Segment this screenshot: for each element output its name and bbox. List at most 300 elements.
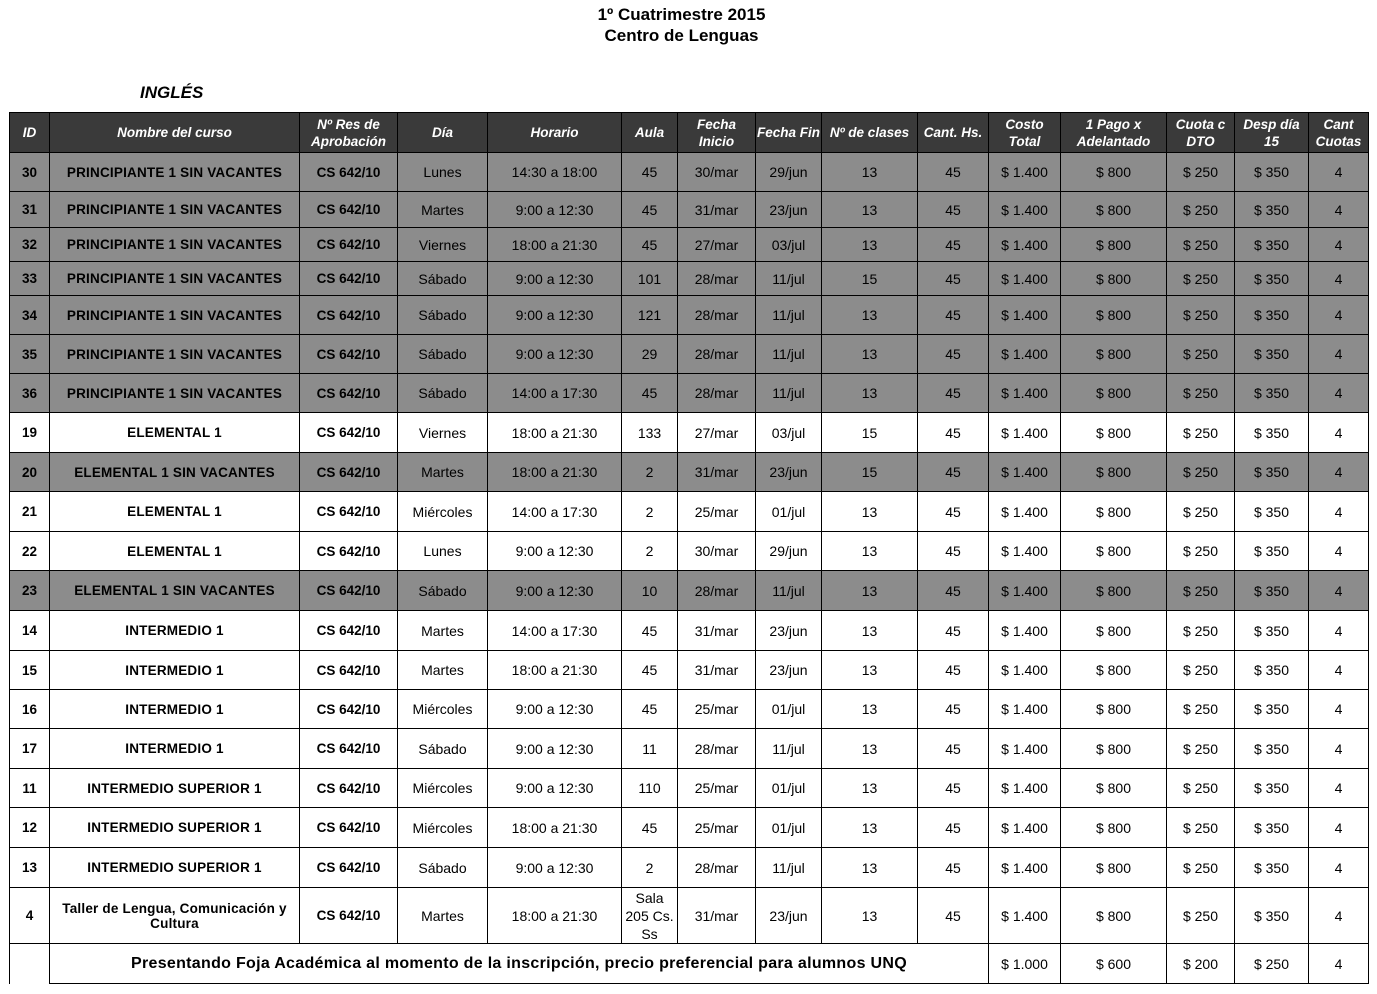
- cell-inicio: 28/mar: [678, 335, 756, 374]
- cell-clases: 13: [822, 611, 918, 651]
- cell-nombre: ELEMENTAL 1 SIN VACANTES: [50, 453, 300, 492]
- cell-cuota: $ 250: [1167, 228, 1235, 262]
- cell-cuotas: 4: [1309, 453, 1369, 492]
- cell-res: CS 642/10: [300, 571, 398, 611]
- cell-hs: 45: [918, 192, 989, 228]
- cell-cuota: $ 250: [1167, 453, 1235, 492]
- footer-cell-cuotas: 4: [1309, 944, 1369, 984]
- cell-res: CS 642/10: [300, 374, 398, 413]
- cell-nombre: PRINCIPIANTE 1 SIN VACANTES: [50, 335, 300, 374]
- cell-nombre: INTERMEDIO SUPERIOR 1: [50, 808, 300, 848]
- cell-clases: 13: [822, 808, 918, 848]
- table-body: [10, 153, 1369, 984]
- cell-horario: 9:00 a 12:30: [488, 769, 622, 808]
- cell-clases: 15: [822, 453, 918, 492]
- cell-fin: 01/jul: [756, 690, 822, 729]
- cell-hs: 45: [918, 453, 989, 492]
- cell-id: 32: [10, 228, 50, 262]
- cell-aula: 2: [622, 492, 678, 532]
- cell-nombre: INTERMEDIO 1: [50, 611, 300, 651]
- cell-nombre: INTERMEDIO 1: [50, 651, 300, 690]
- cell-horario: 9:00 a 12:30: [488, 192, 622, 228]
- table-header-row: [10, 113, 1369, 153]
- cell-cuota: $ 250: [1167, 888, 1235, 944]
- cell-hs: 45: [918, 374, 989, 413]
- cell-aula: 45: [622, 153, 678, 192]
- cell-costo: $ 1.400: [989, 690, 1061, 729]
- column-header: Nº de clases: [822, 113, 918, 153]
- cell-res: CS 642/10: [300, 611, 398, 651]
- cell-dia: Sábado: [398, 729, 488, 769]
- cell-cuotas: 4: [1309, 808, 1369, 848]
- cell-dia: Martes: [398, 192, 488, 228]
- cell-id: 16: [10, 690, 50, 729]
- cell-dia: Martes: [398, 888, 488, 944]
- cell-id: 34: [10, 296, 50, 335]
- cell-cuotas: 4: [1309, 651, 1369, 690]
- cell-cuotas: 4: [1309, 374, 1369, 413]
- footer-note: Presentando Foja Académica al momento de la inscripción, precio preferencial para alumnos UNQ: [50, 944, 989, 984]
- cell-dia: Miércoles: [398, 769, 488, 808]
- cell-nombre: PRINCIPIANTE 1 SIN VACANTES: [50, 153, 300, 192]
- cell-cuotas: 4: [1309, 192, 1369, 228]
- cell-inicio: 28/mar: [678, 848, 756, 888]
- cell-hs: 45: [918, 729, 989, 769]
- cell-cuotas: 4: [1309, 262, 1369, 296]
- cell-dia: Viernes: [398, 413, 488, 453]
- cell-aula: Sala 205 Cs. Ss: [622, 888, 678, 944]
- cell-pago: $ 800: [1061, 192, 1167, 228]
- cell-costo: $ 1.400: [989, 532, 1061, 571]
- column-header: Costo Total: [989, 113, 1061, 153]
- footer-blank-cell: [10, 944, 50, 984]
- cell-nombre: INTERMEDIO SUPERIOR 1: [50, 848, 300, 888]
- column-header: Nombre del curso: [50, 113, 300, 153]
- cell-dia: Viernes: [398, 228, 488, 262]
- cell-hs: 45: [918, 228, 989, 262]
- cell-horario: 9:00 a 12:30: [488, 532, 622, 571]
- cell-cuotas: 4: [1309, 888, 1369, 944]
- table-row: [10, 808, 1369, 848]
- cell-pago: $ 800: [1061, 808, 1167, 848]
- cell-clases: 13: [822, 153, 918, 192]
- cell-clases: 13: [822, 690, 918, 729]
- document-title: 1º Cuatrimestre 2015: [597, 5, 766, 24]
- cell-nombre: ELEMENTAL 1 SIN VACANTES: [50, 571, 300, 611]
- cell-res: CS 642/10: [300, 729, 398, 769]
- footer-row: [10, 944, 1369, 984]
- cell-nombre: INTERMEDIO 1: [50, 729, 300, 769]
- cell-id: 12: [10, 808, 50, 848]
- cell-res: CS 642/10: [300, 335, 398, 374]
- cell-desp: $ 350: [1235, 571, 1309, 611]
- column-header: Cuota c DTO: [1167, 113, 1235, 153]
- cell-fin: 23/jun: [756, 651, 822, 690]
- cell-horario: 18:00 a 21:30: [488, 651, 622, 690]
- cell-inicio: 31/mar: [678, 192, 756, 228]
- cell-desp: $ 350: [1235, 413, 1309, 453]
- table-row: [10, 374, 1369, 413]
- cell-id: 19: [10, 413, 50, 453]
- cell-pago: $ 800: [1061, 611, 1167, 651]
- cell-horario: 9:00 a 12:30: [488, 262, 622, 296]
- cell-inicio: 30/mar: [678, 153, 756, 192]
- cell-aula: 121: [622, 296, 678, 335]
- cell-cuotas: 4: [1309, 413, 1369, 453]
- column-header: Horario: [488, 113, 622, 153]
- cell-inicio: 31/mar: [678, 888, 756, 944]
- cell-horario: 14:00 a 17:30: [488, 374, 622, 413]
- cell-cuota: $ 250: [1167, 296, 1235, 335]
- cell-dia: Sábado: [398, 848, 488, 888]
- cell-fin: 01/jul: [756, 808, 822, 848]
- cell-pago: $ 800: [1061, 262, 1167, 296]
- cell-hs: 45: [918, 335, 989, 374]
- cell-aula: 2: [622, 532, 678, 571]
- cell-cuotas: 4: [1309, 492, 1369, 532]
- cell-costo: $ 1.400: [989, 651, 1061, 690]
- cell-id: 35: [10, 335, 50, 374]
- cell-horario: 9:00 a 12:30: [488, 296, 622, 335]
- cell-inicio: 28/mar: [678, 374, 756, 413]
- cell-dia: Martes: [398, 453, 488, 492]
- cell-dia: Lunes: [398, 532, 488, 571]
- cell-nombre: PRINCIPIANTE 1 SIN VACANTES: [50, 262, 300, 296]
- cell-pago: $ 800: [1061, 848, 1167, 888]
- cell-cuotas: 4: [1309, 335, 1369, 374]
- column-header: 1 Pago x Adelantado: [1061, 113, 1167, 153]
- cell-nombre: ELEMENTAL 1: [50, 492, 300, 532]
- column-header: Día: [398, 113, 488, 153]
- cell-aula: 10: [622, 571, 678, 611]
- cell-pago: $ 800: [1061, 651, 1167, 690]
- cell-desp: $ 350: [1235, 228, 1309, 262]
- table-row: [10, 690, 1369, 729]
- cell-aula: 45: [622, 690, 678, 729]
- cell-nombre: PRINCIPIANTE 1 SIN VACANTES: [50, 296, 300, 335]
- cell-aula: 133: [622, 413, 678, 453]
- cell-id: 30: [10, 153, 50, 192]
- cell-fin: 23/jun: [756, 192, 822, 228]
- cell-inicio: 28/mar: [678, 262, 756, 296]
- cell-pago: $ 800: [1061, 374, 1167, 413]
- cell-desp: $ 350: [1235, 532, 1309, 571]
- cell-costo: $ 1.400: [989, 413, 1061, 453]
- cell-aula: 2: [622, 848, 678, 888]
- cell-inicio: 25/mar: [678, 690, 756, 729]
- cell-dia: Martes: [398, 651, 488, 690]
- cell-fin: 23/jun: [756, 453, 822, 492]
- cell-aula: 11: [622, 729, 678, 769]
- cell-costo: $ 1.400: [989, 335, 1061, 374]
- cell-costo: $ 1.400: [989, 611, 1061, 651]
- cell-dia: Lunes: [398, 153, 488, 192]
- cell-nombre: ELEMENTAL 1: [50, 532, 300, 571]
- table-row: [10, 228, 1369, 262]
- cell-horario: 18:00 a 21:30: [488, 453, 622, 492]
- cell-inicio: 27/mar: [678, 228, 756, 262]
- cell-res: CS 642/10: [300, 651, 398, 690]
- cell-hs: 45: [918, 532, 989, 571]
- cell-res: CS 642/10: [300, 532, 398, 571]
- cell-cuotas: 4: [1309, 729, 1369, 769]
- cell-clases: 15: [822, 413, 918, 453]
- cell-dia: Sábado: [398, 296, 488, 335]
- cell-nombre: INTERMEDIO SUPERIOR 1: [50, 769, 300, 808]
- cell-res: CS 642/10: [300, 848, 398, 888]
- footer-cell-costo: $ 1.000: [989, 944, 1061, 984]
- cell-desp: $ 350: [1235, 651, 1309, 690]
- table-row: [10, 729, 1369, 769]
- cell-res: CS 642/10: [300, 228, 398, 262]
- cell-horario: 9:00 a 12:30: [488, 571, 622, 611]
- cell-res: CS 642/10: [300, 769, 398, 808]
- course-table: [9, 112, 1369, 984]
- cell-pago: $ 800: [1061, 769, 1167, 808]
- cell-desp: $ 350: [1235, 335, 1309, 374]
- table-row: [10, 296, 1369, 335]
- cell-horario: 9:00 a 12:30: [488, 729, 622, 769]
- column-header: Cant. Hs.: [918, 113, 989, 153]
- cell-clases: 13: [822, 228, 918, 262]
- cell-res: CS 642/10: [300, 262, 398, 296]
- table-row: [10, 651, 1369, 690]
- cell-pago: $ 800: [1061, 729, 1167, 769]
- cell-desp: $ 350: [1235, 262, 1309, 296]
- cell-cuotas: 4: [1309, 228, 1369, 262]
- cell-pago: $ 800: [1061, 571, 1167, 611]
- cell-desp: $ 350: [1235, 192, 1309, 228]
- cell-desp: $ 350: [1235, 729, 1309, 769]
- cell-desp: $ 350: [1235, 769, 1309, 808]
- footer-cell-desp: $ 250: [1235, 944, 1309, 984]
- cell-fin: 11/jul: [756, 296, 822, 335]
- cell-aula: 29: [622, 335, 678, 374]
- cell-fin: 11/jul: [756, 848, 822, 888]
- cell-nombre: PRINCIPIANTE 1 SIN VACANTES: [50, 192, 300, 228]
- cell-id: 31: [10, 192, 50, 228]
- column-header: Aula: [622, 113, 678, 153]
- cell-nombre: ELEMENTAL 1: [50, 413, 300, 453]
- cell-nombre: PRINCIPIANTE 1 SIN VACANTES: [50, 374, 300, 413]
- cell-clases: 13: [822, 571, 918, 611]
- cell-cuota: $ 250: [1167, 413, 1235, 453]
- cell-costo: $ 1.400: [989, 296, 1061, 335]
- cell-horario: 14:30 a 18:00: [488, 153, 622, 192]
- column-header: ID: [10, 113, 50, 153]
- cell-pago: $ 800: [1061, 492, 1167, 532]
- table-row: [10, 413, 1369, 453]
- cell-hs: 45: [918, 492, 989, 532]
- cell-desp: $ 350: [1235, 374, 1309, 413]
- cell-inicio: 28/mar: [678, 296, 756, 335]
- cell-nombre: INTERMEDIO 1: [50, 690, 300, 729]
- column-header: Fecha Inicio: [678, 113, 756, 153]
- cell-clases: 13: [822, 769, 918, 808]
- cell-cuota: $ 250: [1167, 808, 1235, 848]
- cell-horario: 9:00 a 12:30: [488, 335, 622, 374]
- cell-inicio: 31/mar: [678, 611, 756, 651]
- column-header: Nº Res de Aprobación: [300, 113, 398, 153]
- cell-pago: $ 800: [1061, 532, 1167, 571]
- cell-inicio: 25/mar: [678, 808, 756, 848]
- cell-hs: 45: [918, 808, 989, 848]
- cell-clases: 13: [822, 532, 918, 571]
- cell-id: 11: [10, 769, 50, 808]
- table-row: [10, 769, 1369, 808]
- cell-aula: 45: [622, 192, 678, 228]
- cell-pago: $ 800: [1061, 888, 1167, 944]
- cell-inicio: 30/mar: [678, 532, 756, 571]
- cell-nombre: PRINCIPIANTE 1 SIN VACANTES: [50, 228, 300, 262]
- cell-hs: 45: [918, 651, 989, 690]
- cell-costo: $ 1.400: [989, 888, 1061, 944]
- cell-costo: $ 1.400: [989, 228, 1061, 262]
- table-row: [10, 611, 1369, 651]
- cell-pago: $ 800: [1061, 690, 1167, 729]
- cell-costo: $ 1.400: [989, 453, 1061, 492]
- cell-desp: $ 350: [1235, 690, 1309, 729]
- table-row: [10, 888, 1369, 944]
- cell-res: CS 642/10: [300, 153, 398, 192]
- cell-horario: 18:00 a 21:30: [488, 228, 622, 262]
- cell-horario: 18:00 a 21:30: [488, 413, 622, 453]
- cell-fin: 03/jul: [756, 413, 822, 453]
- cell-id: 33: [10, 262, 50, 296]
- cell-hs: 45: [918, 769, 989, 808]
- cell-cuota: $ 250: [1167, 374, 1235, 413]
- cell-pago: $ 800: [1061, 153, 1167, 192]
- cell-hs: 45: [918, 690, 989, 729]
- cell-id: 21: [10, 492, 50, 532]
- cell-fin: 11/jul: [756, 571, 822, 611]
- cell-pago: $ 800: [1061, 296, 1167, 335]
- cell-dia: Sábado: [398, 262, 488, 296]
- cell-hs: 45: [918, 611, 989, 651]
- cell-clases: 13: [822, 848, 918, 888]
- cell-res: CS 642/10: [300, 192, 398, 228]
- cell-hs: 45: [918, 296, 989, 335]
- cell-costo: $ 1.400: [989, 848, 1061, 888]
- cell-horario: 14:00 a 17:30: [488, 492, 622, 532]
- cell-fin: 01/jul: [756, 492, 822, 532]
- cell-desp: $ 350: [1235, 296, 1309, 335]
- cell-inicio: 27/mar: [678, 413, 756, 453]
- cell-horario: 9:00 a 12:30: [488, 848, 622, 888]
- cell-desp: $ 350: [1235, 611, 1309, 651]
- cell-cuota: $ 250: [1167, 571, 1235, 611]
- cell-clases: 13: [822, 729, 918, 769]
- cell-costo: $ 1.400: [989, 262, 1061, 296]
- cell-costo: $ 1.400: [989, 492, 1061, 532]
- cell-fin: 11/jul: [756, 335, 822, 374]
- cell-id: 36: [10, 374, 50, 413]
- cell-costo: $ 1.400: [989, 769, 1061, 808]
- table-row: [10, 153, 1369, 192]
- column-header: Desp día 15: [1235, 113, 1309, 153]
- cell-costo: $ 1.400: [989, 153, 1061, 192]
- cell-horario: 14:00 a 17:30: [488, 611, 622, 651]
- cell-cuota: $ 250: [1167, 492, 1235, 532]
- cell-aula: 45: [622, 228, 678, 262]
- cell-cuotas: 4: [1309, 611, 1369, 651]
- column-header: Fecha Fin: [756, 113, 822, 153]
- cell-dia: Miércoles: [398, 492, 488, 532]
- cell-fin: 29/jun: [756, 532, 822, 571]
- footer-cell-cuota: $ 200: [1167, 944, 1235, 984]
- cell-pago: $ 800: [1061, 453, 1167, 492]
- cell-cuotas: 4: [1309, 571, 1369, 611]
- cell-cuotas: 4: [1309, 296, 1369, 335]
- cell-costo: $ 1.400: [989, 374, 1061, 413]
- cell-costo: $ 1.400: [989, 808, 1061, 848]
- cell-cuotas: 4: [1309, 769, 1369, 808]
- cell-aula: 101: [622, 262, 678, 296]
- column-header: Cant Cuotas: [1309, 113, 1369, 153]
- cell-aula: 45: [622, 374, 678, 413]
- cell-desp: $ 350: [1235, 848, 1309, 888]
- section-heading: INGLÉS: [140, 83, 204, 102]
- cell-hs: 45: [918, 153, 989, 192]
- table-row: [10, 848, 1369, 888]
- cell-hs: 45: [918, 888, 989, 944]
- cell-clases: 13: [822, 296, 918, 335]
- cell-id: 13: [10, 848, 50, 888]
- cell-desp: $ 350: [1235, 453, 1309, 492]
- cell-clases: 13: [822, 192, 918, 228]
- cell-id: 22: [10, 532, 50, 571]
- cell-res: CS 642/10: [300, 808, 398, 848]
- cell-id: 23: [10, 571, 50, 611]
- cell-cuotas: 4: [1309, 153, 1369, 192]
- cell-id: 15: [10, 651, 50, 690]
- cell-aula: 45: [622, 808, 678, 848]
- cell-clases: 13: [822, 651, 918, 690]
- cell-res: CS 642/10: [300, 413, 398, 453]
- cell-dia: Sábado: [398, 335, 488, 374]
- cell-costo: $ 1.400: [989, 192, 1061, 228]
- cell-cuota: $ 250: [1167, 262, 1235, 296]
- cell-horario: 9:00 a 12:30: [488, 690, 622, 729]
- cell-clases: 15: [822, 262, 918, 296]
- cell-id: 4: [10, 888, 50, 944]
- footer-cell-pago: $ 600: [1061, 944, 1167, 984]
- cell-cuota: $ 250: [1167, 729, 1235, 769]
- cell-inicio: 31/mar: [678, 453, 756, 492]
- cell-hs: 45: [918, 262, 989, 296]
- cell-pago: $ 800: [1061, 413, 1167, 453]
- cell-id: 17: [10, 729, 50, 769]
- cell-horario: 18:00 a 21:30: [488, 808, 622, 848]
- cell-cuota: $ 250: [1167, 690, 1235, 729]
- cell-clases: 13: [822, 374, 918, 413]
- cell-dia: Sábado: [398, 374, 488, 413]
- cell-fin: 29/jun: [756, 153, 822, 192]
- cell-id: 20: [10, 453, 50, 492]
- cell-cuota: $ 250: [1167, 769, 1235, 808]
- cell-costo: $ 1.400: [989, 729, 1061, 769]
- cell-inicio: 28/mar: [678, 729, 756, 769]
- cell-hs: 45: [918, 571, 989, 611]
- cell-id: 14: [10, 611, 50, 651]
- cell-cuota: $ 250: [1167, 611, 1235, 651]
- cell-dia: Martes: [398, 611, 488, 651]
- table-row: [10, 532, 1369, 571]
- cell-cuota: $ 250: [1167, 651, 1235, 690]
- cell-res: CS 642/10: [300, 690, 398, 729]
- cell-aula: 45: [622, 651, 678, 690]
- cell-inicio: 25/mar: [678, 492, 756, 532]
